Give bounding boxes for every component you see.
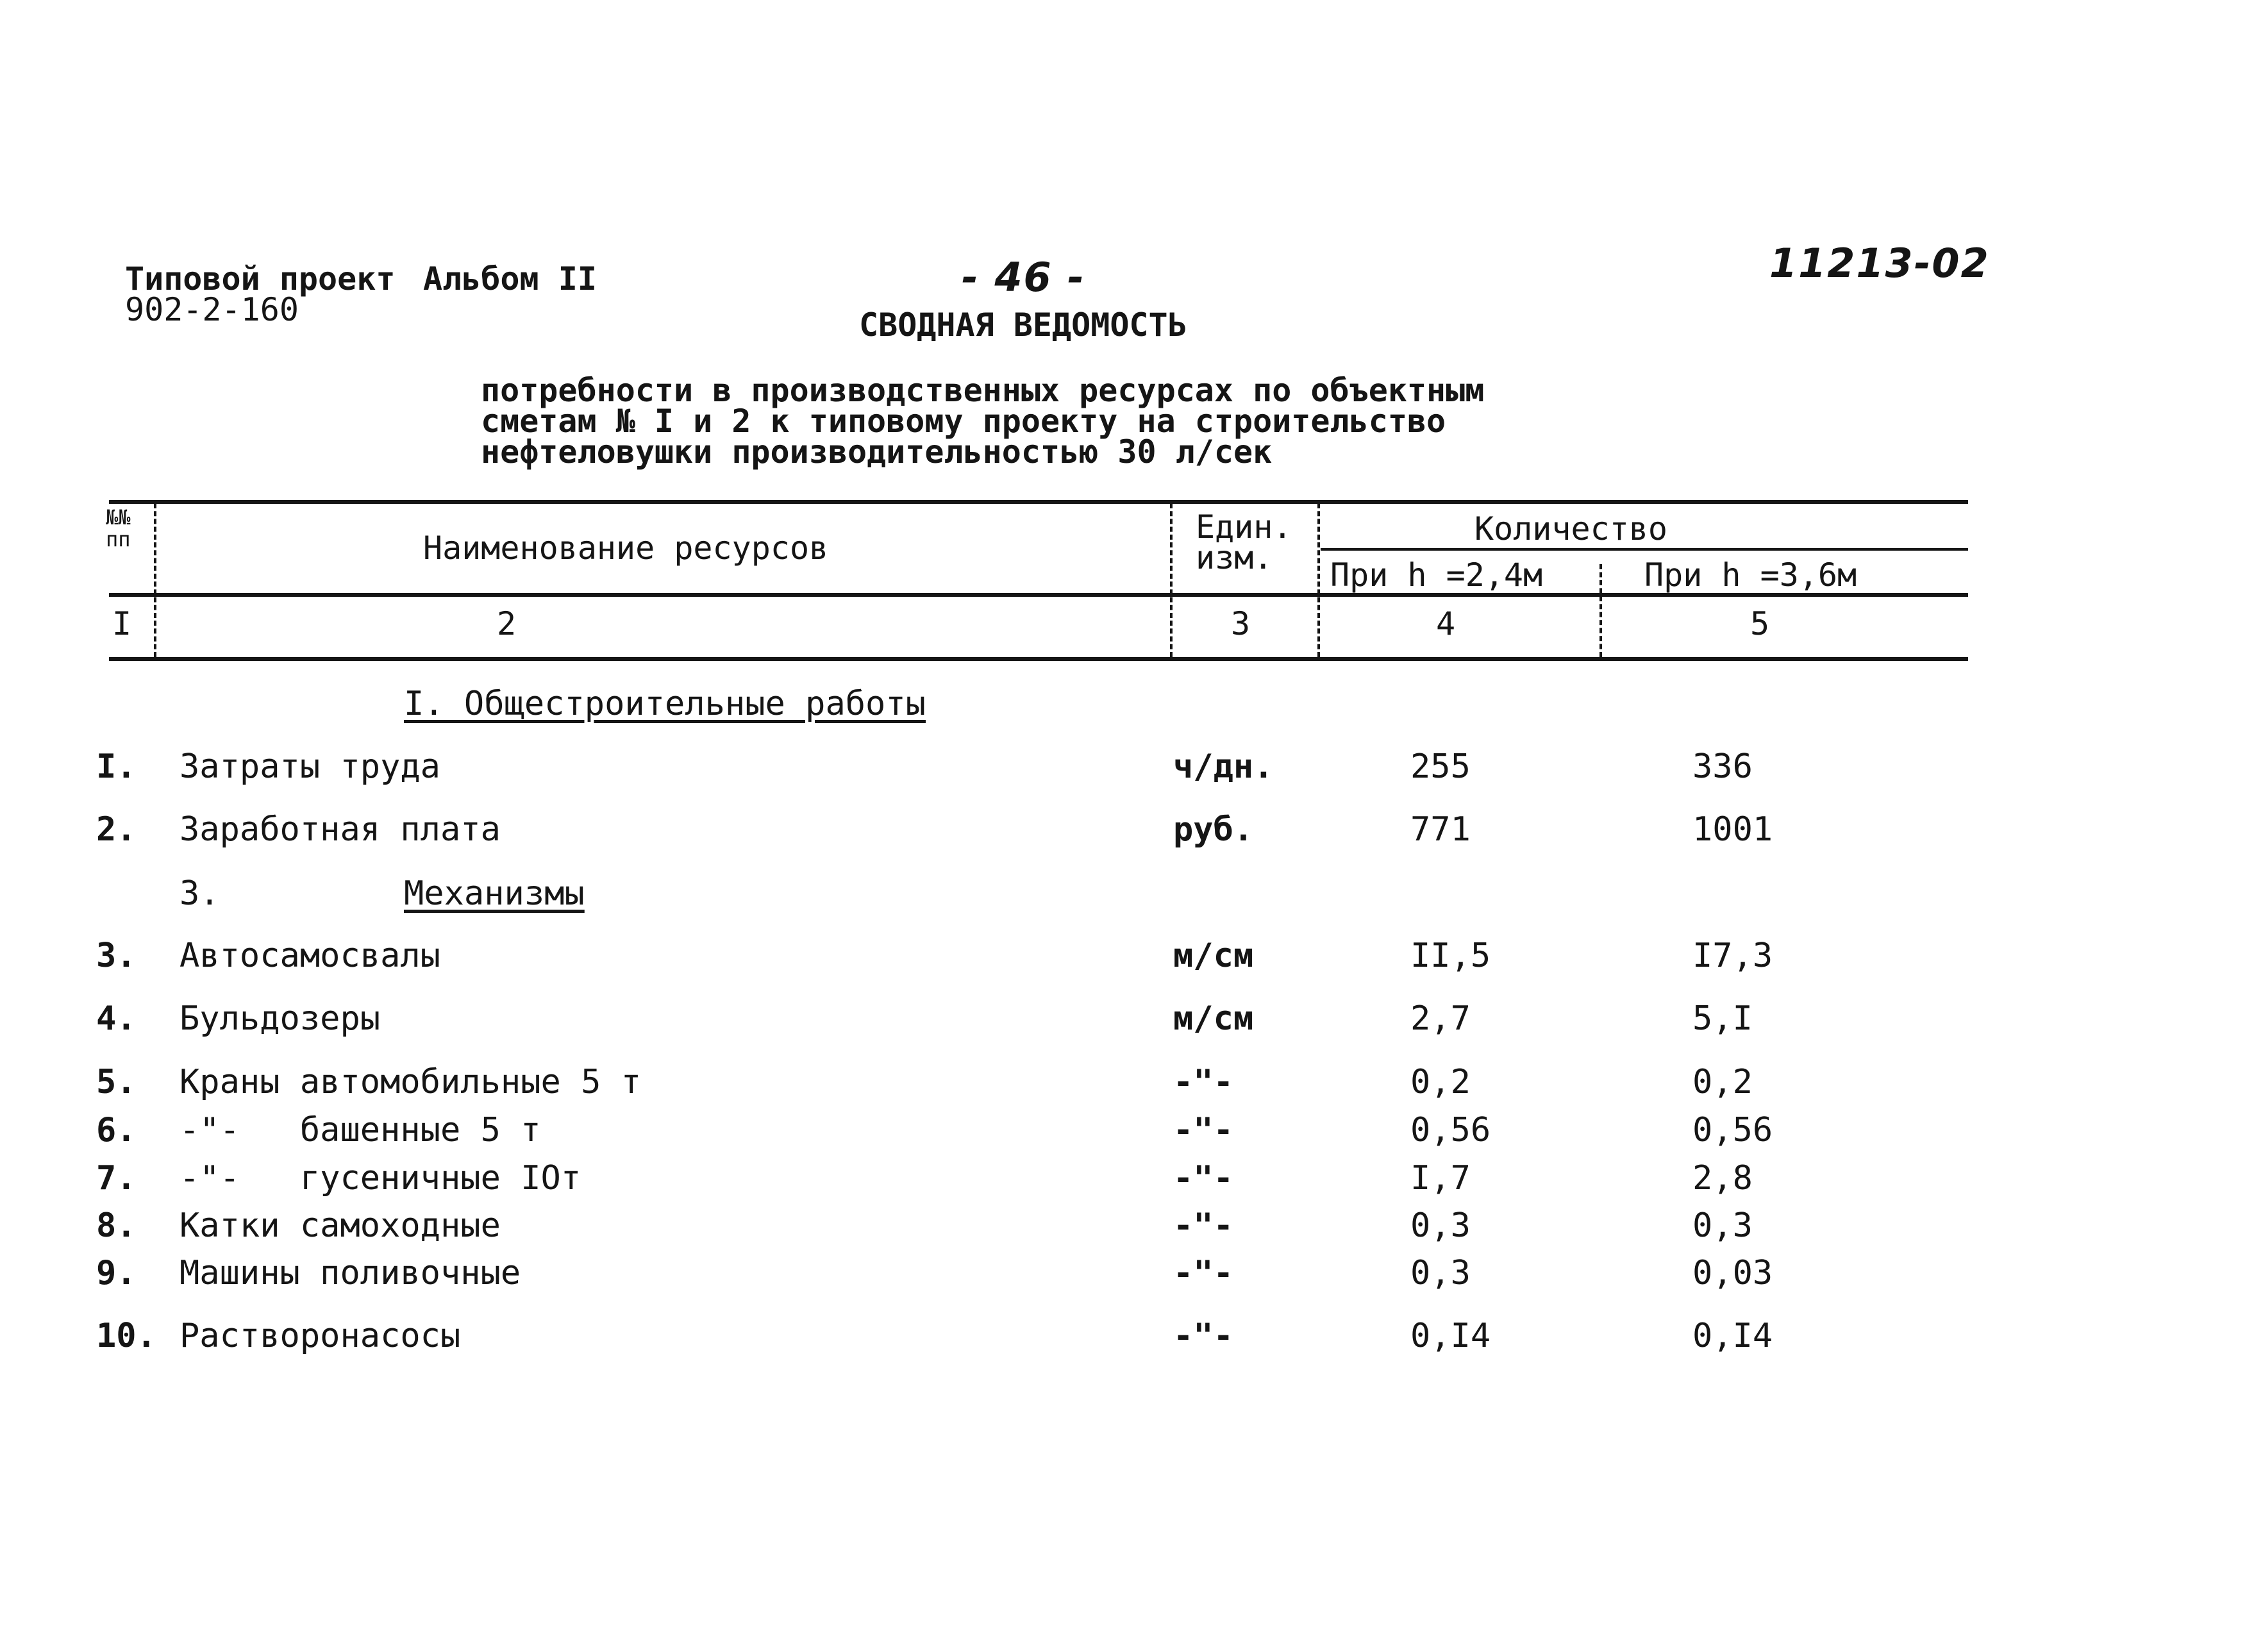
doc-number: 11213-02 (1769, 240, 1990, 287)
row-num: 7. (96, 1159, 137, 1197)
col-number-2: 2 (496, 605, 517, 642)
row-q2: 0,56 (1692, 1111, 1773, 1149)
row-q1: II,5 (1410, 937, 1491, 975)
row-q2: 0,3 (1692, 1206, 1753, 1245)
row-name: -"- башенные 5 т (180, 1111, 541, 1149)
table-top-rule (109, 500, 1968, 504)
row-q1: 0,3 (1410, 1206, 1471, 1245)
row-q2: 0,03 (1692, 1254, 1773, 1292)
row-q2: 5,I (1692, 999, 1753, 1038)
row-q2: 0,I4 (1692, 1317, 1773, 1355)
row-num: 8. (96, 1206, 137, 1245)
subsection-num: 3. (180, 874, 220, 913)
page-title: СВОДНАЯ ВЕДОМОСТЬ (859, 306, 1187, 344)
row-q1: I,7 (1410, 1159, 1471, 1197)
row-q1: 0,2 (1410, 1063, 1471, 1101)
row-q2: 1001 (1692, 810, 1773, 849)
header-q1: При h =2,4м (1330, 556, 1543, 594)
row-num: I. (96, 747, 137, 786)
row-name: Краны автомобильные 5 т (180, 1063, 642, 1101)
header-name: Наименование ресурсов (423, 530, 829, 567)
row-num: 3. (96, 937, 137, 975)
row-unit: м/см (1173, 937, 1254, 975)
row-name: Заработная плата (180, 810, 501, 849)
row-q1: 0,I4 (1410, 1317, 1491, 1355)
row-unit: -"- (1173, 1317, 1233, 1355)
row-num: 2. (96, 810, 137, 849)
row-q2: 0,2 (1692, 1063, 1753, 1101)
row-name: Растворонасосы (180, 1317, 461, 1355)
row-num: 6. (96, 1111, 137, 1149)
row-unit: м/см (1173, 999, 1254, 1038)
row-unit: -"- (1173, 1206, 1233, 1245)
row-q2: I7,3 (1692, 937, 1773, 975)
row-unit: руб. (1173, 810, 1254, 849)
project-code: 902-2-160 (125, 291, 299, 328)
row-name: Бульдозеры (180, 999, 381, 1038)
col-number-1: I (112, 605, 132, 642)
quantity-split-rule (1321, 548, 1968, 551)
row-num: 5. (96, 1063, 137, 1101)
row-unit: -"- (1173, 1111, 1233, 1149)
row-num: 10. (96, 1317, 156, 1355)
header-num: №№ пп (106, 505, 131, 551)
subtitle-line-3: нефтеловушки производительностью 30 л/сек (481, 433, 1273, 471)
row-name: Машины поливочные (180, 1254, 521, 1292)
col-number-3: 3 (1230, 605, 1251, 642)
header-quantity: Количество (1474, 510, 1668, 547)
subtitle-line-1: потребности в производственных ресурсах по объектным (481, 372, 1485, 409)
col-number-5: 5 (1749, 605, 1770, 642)
row-num: 4. (96, 999, 137, 1038)
row-unit: -"- (1173, 1254, 1233, 1292)
subsection-title: Механизмы (404, 874, 585, 913)
header-unit: Един. изм. (1196, 508, 1292, 576)
section-title: I. Общестроительные работы (404, 685, 926, 723)
column-numbers-rule (109, 657, 1968, 661)
row-q2: 336 (1692, 747, 1753, 786)
row-q2: 2,8 (1692, 1159, 1753, 1197)
row-q1: 2,7 (1410, 999, 1471, 1038)
row-unit: -"- (1173, 1159, 1233, 1197)
project-label: Типовой проект (125, 260, 396, 297)
row-q1: 771 (1410, 810, 1471, 849)
col-divider-3 (1317, 503, 1320, 657)
row-name: Затраты труда (180, 747, 440, 786)
row-unit: -"- (1173, 1063, 1233, 1101)
col-divider-2 (1170, 503, 1173, 657)
row-name: Автосамосвалы (180, 937, 440, 975)
row-q1: 0,56 (1410, 1111, 1491, 1149)
album-label: Альбом II (423, 260, 597, 297)
subtitle-line-2: сметам № I и 2 к типовому проекту на строительство (481, 403, 1446, 440)
row-name: Катки самоходные (180, 1206, 501, 1245)
page-number: - 46 - (962, 254, 1085, 301)
col-divider-1 (154, 503, 156, 657)
row-q1: 255 (1410, 747, 1471, 786)
row-num: 9. (96, 1254, 137, 1292)
col-number-4: 4 (1435, 605, 1456, 642)
row-name: -"- гусеничные IOт (180, 1159, 581, 1197)
header-q2: При h =3,6м (1644, 556, 1857, 594)
row-q1: 0,3 (1410, 1254, 1471, 1292)
col-divider-4 (1599, 564, 1602, 657)
row-unit: ч/дн. (1173, 747, 1274, 786)
